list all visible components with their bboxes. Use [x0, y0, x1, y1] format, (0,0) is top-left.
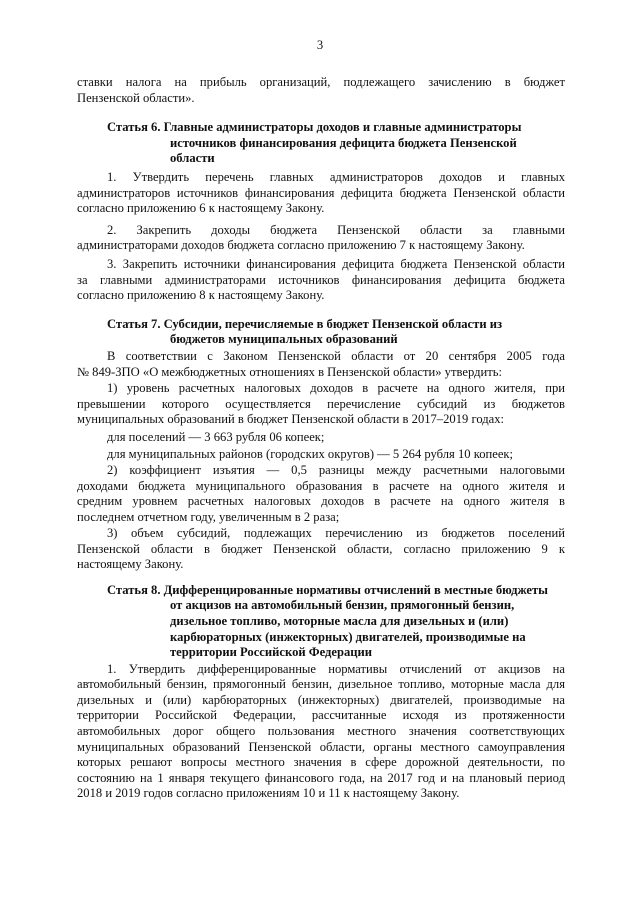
- paragraph-line: настоящему Закону.: [77, 557, 184, 572]
- page-number: 3: [316, 38, 324, 52]
- paragraph-line: за главными администраторами источников финансирования дефицита бюджета: [77, 272, 565, 287]
- paragraph-line: администраторами доходов бюджета согласно приложению 7 к настоящему Закону.: [77, 238, 525, 253]
- heading-line: области: [170, 151, 215, 166]
- paragraph-line: автомобильный бензин, прямогонный бензин, дизельное топливо, моторные масла для: [77, 677, 565, 692]
- paragraph-line: которых решают вопросы местного значения в сфере дорожной деятельности, по: [77, 755, 565, 770]
- paragraph-line: 3. Закрепить источники финансирования дефицита бюджета Пензенской области: [107, 256, 565, 271]
- heading-line: карбюраторных (инжекторных) двигателей, производимые на: [170, 629, 526, 644]
- paragraph-line: В соответствии с Законом Пензенской области от 20 сентября 2005 года: [107, 348, 565, 363]
- heading-line: Статья 6. Главные администраторы доходов и главные администраторы: [107, 120, 522, 135]
- heading-line: бюджетов муниципальных образований: [170, 332, 398, 347]
- continuation-paragraph: [77, 75, 565, 106]
- article-7-item-1: [77, 381, 565, 428]
- paragraph-line: муниципальных образований в бюджет Пензенской области в 2017–2019 годах:: [77, 412, 505, 427]
- heading-line: источников финансирования дефицита бюджета Пензенской: [170, 135, 517, 150]
- heading-line: Статья 7. Субсидии, перечисляемые в бюджет Пензенской области из: [107, 316, 503, 331]
- paragraph-line: администраторов источников финансирования дефицита бюджета Пензенской области: [77, 185, 565, 200]
- paragraph-line: 2) коэффициент изъятия — 0,5 разницы между расчетными налоговыми: [107, 463, 565, 478]
- paragraph-line: 2018 и 2019 годов согласно приложениям 10 и 11 к настоящему Закону.: [77, 786, 460, 801]
- paragraph-line: согласно приложению 6 к настоящему Закону.: [77, 201, 325, 216]
- paragraph-line: превышении которого осуществляется перечисление субсидий из бюджетов: [77, 396, 565, 411]
- article-6-paragraph-3: [77, 257, 565, 304]
- paragraph-line: средним уровнем расчетных налоговых доходов в расчете на одного жителя в: [77, 494, 565, 509]
- heading-line: от акцизов на автомобильный бензин, прямогонный бензин,: [170, 598, 515, 613]
- paragraph-line: 3) объем субсидий, подлежащих перечислению из бюджетов поселений: [107, 525, 565, 540]
- paragraph-line: 1. Утвердить перечень главных администраторов доходов и главных: [107, 169, 565, 184]
- paragraph-line: Пензенской области в бюджет Пензенской области, согласно приложению 9 к: [77, 541, 565, 556]
- paragraph-line: муниципальных образований Пензенской области, органы местного самоуправления: [77, 739, 565, 754]
- article-7-item-2: [77, 463, 565, 525]
- paragraph-line: согласно приложению 8 к настоящему Закону.: [77, 288, 325, 303]
- paragraph-line: состоянию на 1 января текущего финансового года, на 2017 год и на плановый период: [77, 770, 565, 785]
- paragraph-line: доходами бюджета муниципального образования в расчете на одного жителя и: [77, 478, 565, 493]
- article-6-paragraph-2: [77, 223, 565, 254]
- article-8-heading: [77, 583, 565, 661]
- paragraph-line: 1. Утвердить дифференцированные нормативы отчислений от акцизов на: [107, 661, 565, 676]
- paragraph-line: ставки налога на прибыль организаций, подлежащего зачислению в бюджет: [77, 75, 565, 89]
- heading-line: Статья 8. Дифференцированные нормативы отчислений в местные бюджеты: [107, 582, 549, 597]
- heading-line: территории Российской Федерации: [170, 645, 373, 660]
- article-7-intro: [77, 349, 565, 380]
- article-7-settlements-value: [77, 430, 565, 446]
- paragraph-line: дизельных и (или) карбюраторных (инжекторных) двигателей, производимые на: [77, 692, 565, 707]
- paragraph-line: 1) уровень расчетных налоговых доходов в расчете на одного жителя, при: [107, 381, 565, 396]
- article-8-paragraph-1: [77, 662, 565, 802]
- paragraph-line: территории Российской Федерации, рассчитанные исходя из протяженности: [77, 708, 565, 723]
- article-6-heading: [77, 120, 565, 167]
- article-7-item-3: [77, 526, 565, 573]
- paragraph-line: последнем отчетном году, увеличенным в 2 раза;: [77, 509, 340, 524]
- article-7-heading: [77, 317, 565, 348]
- paragraph-line: № 849-ЗПО «О межбюджетных отношениях в Пензенской области» утвердить:: [77, 364, 502, 379]
- paragraph-line: для поселений — 3 663 рубля 06 копеек;: [107, 429, 325, 444]
- paragraph-line: автомобильных дорог общего пользования местного значения соответствующих: [77, 724, 565, 739]
- article-7-districts-value: [77, 447, 565, 463]
- paragraph-line: Пензенской области».: [77, 90, 195, 105]
- heading-line: дизельное топливо, моторные масла для дизельных и (или): [170, 613, 509, 628]
- paragraph-line: для муниципальных районов (городских округов) — 5 264 рубля 10 копеек;: [107, 446, 514, 461]
- document-body: [77, 75, 565, 802]
- article-6-paragraph-1: [77, 170, 565, 217]
- paragraph-line: 2. Закрепить доходы бюджета Пензенской области за главными: [107, 222, 565, 237]
